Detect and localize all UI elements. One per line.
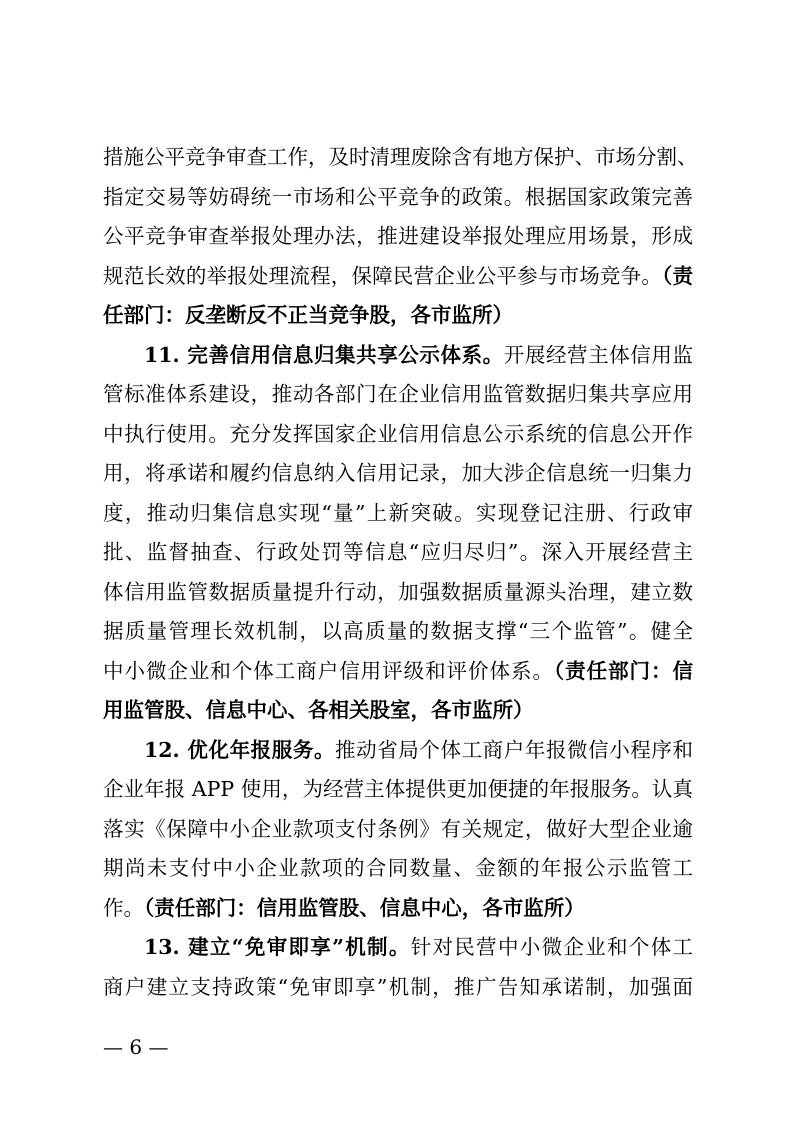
text-run: 批、监督抽查、行政处罚等信息“应归尽归”。深入开展经营主 [103,540,693,564]
text-run: 度，推动归集信息实现“量”上新突破。实现登记注册、行政审 [103,500,693,525]
document-body [103,138,698,1007]
text-run: 商户建立支持政策“免审即享”机制，推广告知承诺制，加强面 [103,974,693,999]
text-line [103,415,693,455]
text-run: 用，将承诺和履约信息纳入信用记录，加大涉企信息统一归集力 [103,461,693,485]
text-line [103,336,693,376]
text-run: 管标准体系建设，推动各部门在企业信用监管数据归集共享应用 [103,382,693,406]
text-run: 推动省局个体工商户年报微信小程序和 [335,737,693,762]
paragraph-competition-review [103,138,698,336]
text-line [103,257,693,297]
text-line [103,770,693,810]
text-line [103,296,693,336]
text-run: 开展经营主体信用监 [503,342,693,367]
item-heading: 12. 优化年报服务。 [144,737,336,762]
text-line [103,652,693,692]
text-line [103,612,693,652]
text-line [103,178,693,218]
text-line [103,849,693,889]
page-number: — 6 — [103,1035,169,1059]
text-run: 期尚未支付中小企业款项的合同数量、金额的年报公示监管工 [103,856,693,880]
responsibility-note: （责任部门：信 [553,658,694,683]
text-run: 据质量管理长效机制，以高质量的数据支撑“三个监管”。健全 [103,619,693,643]
text-run: 企业年报 APP 使用，为经营主体提供更加便捷的年报服务。认真 [103,777,693,801]
paragraph-item-12 [103,731,693,929]
responsibility-note: （责任部门：信用监管股、信息中心，各市监所） [144,895,585,920]
text-run: 中小微企业和个体工商户信用评级和评价体系。 [103,658,554,683]
item-heading: 13. 建立“免审即享”机制。 [144,935,411,959]
text-line [103,533,693,573]
text-line [103,731,693,771]
text-line [103,573,693,613]
text-line [103,691,693,731]
text-run: 针对民营中小微企业和个体工 [410,935,694,959]
text-line [103,889,693,929]
text-line [103,138,698,178]
responsibility-note: （责 [662,263,694,288]
text-run: 落实《保障中小企业款项支付条例》有关规定，做好大型企业逾 [103,816,693,841]
text-run: 规范长效的举报处理流程，保障民营企业公平参与市场竞争。 [103,263,663,288]
text-line [103,375,693,415]
text-line [103,928,693,968]
responsibility-note: 任部门：反垄断反不正当竞争股，各市监所） [103,303,513,327]
text-line [103,494,693,534]
paragraph-item-13 [103,928,693,1007]
paragraph-item-11 [103,336,693,731]
item-heading: 11. 完善信用信息归集共享公示体系。 [144,342,504,367]
text-run: 体信用监管数据质量提升行动，加强数据质量源头治理，建立数 [103,579,693,604]
text-run: 指定交易等妨碍统一市场和公平竞争的政策。根据国家政策完善 [103,184,693,209]
text-run: 公平竞争审查举报处理办法，推进建设举报处理应用场景，形成 [103,224,693,248]
text-run: 中执行使用。充分发挥国家企业信用信息公示系统的信息公开作 [103,421,693,446]
text-line [103,968,693,1008]
text-line [103,810,693,850]
text-run: 措施公平竞争审查工作，及时清理废除含有地方保护、市场分割、 [103,145,698,169]
text-line [103,454,693,494]
text-run: 作。 [103,895,144,920]
text-line [103,217,693,257]
responsibility-note: 用监管股、信息中心、各相关股室，各市监所） [103,698,534,722]
